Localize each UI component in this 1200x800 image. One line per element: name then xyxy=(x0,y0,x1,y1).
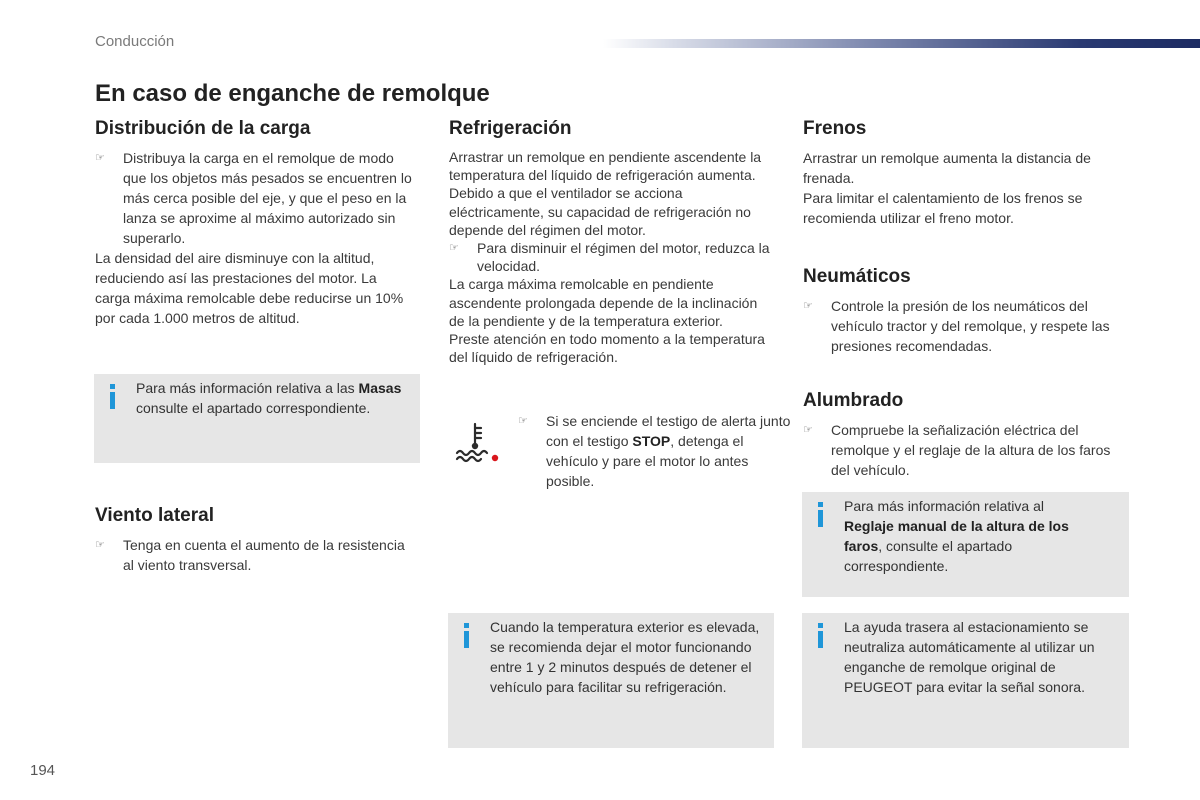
bullet-alumbrado xyxy=(803,420,1129,480)
heading-neumaticos: Neumáticos xyxy=(803,266,911,287)
column-carga xyxy=(95,118,415,328)
page-number: 194 xyxy=(30,762,56,779)
para-refrig-3: La carga máxima remolcable en pendiente ascendente prolongada depende de la inclinación de la pendiente y de la temperatura exterior. xyxy=(449,276,758,329)
info-masas-post: consulte el apartado correspondiente. xyxy=(136,400,371,416)
info-box-masas xyxy=(94,374,420,463)
para-carga-densidad: La densidad del aire disminuye con la altitud, reduciendo así las prestaciones del motor. La carga máxima remolcable debe reducirse un 10% por cada 1.000 metros de altitud. xyxy=(95,250,404,326)
info-box-ayuda-estacionamiento xyxy=(802,613,1129,748)
info-temp-text: Cuando la temperatura exterior es elevada, se recomienda dejar el motor funcionando entre 1 y 2 minutos después de detener el vehículo para facilitar su refrigeración. xyxy=(490,619,760,695)
para-frenos-1: Arrastrar un remolque aumenta la distancia de frenada. xyxy=(803,150,1091,186)
bullet-warning xyxy=(518,411,796,491)
bullet-carga-text: Distribuya la carga en el remolque de modo que los objetos más pesados se encuentren lo más cerca posible del eje, y que el peso en la lanza se aproxime al máximo autorizado sin superarlo. xyxy=(123,150,412,246)
pointer-icon: ☞ xyxy=(803,300,813,312)
column-frenos xyxy=(803,118,1129,228)
heading-frenos: Frenos xyxy=(803,118,867,139)
section-label: Conducción xyxy=(95,33,175,50)
heading-carga: Distribución de la carga xyxy=(95,118,311,139)
info-icon xyxy=(818,502,824,527)
info-masas-pre: Para más información relativa a las xyxy=(136,380,359,396)
column-alumbrado xyxy=(803,390,1129,480)
para-refrig-4: Preste atención en todo momento a la temperatura del líquido de refrigeración. xyxy=(449,331,765,366)
bullet-refrig-text: Para disminuir el régimen del motor, reduzca la velocidad. xyxy=(477,240,770,275)
warning-text-end: , detenga el vehículo y pare el motor lo antes posible. xyxy=(546,433,749,489)
pointer-icon: ☞ xyxy=(95,152,105,164)
bullet-viento xyxy=(95,535,415,575)
heading-refrigeracion: Refrigeración xyxy=(449,118,572,139)
coolant-temperature-warning-icon xyxy=(453,421,501,465)
bullet-viento-text: Tenga en cuenta el aumento de la resistencia al viento transversal. xyxy=(123,537,405,573)
info-ayuda-text: La ayuda trasera al estacionamiento se neutraliza automáticamente al utilizar un enganche de remolque original de PEUGEOT para evitar la señal sonora. xyxy=(844,619,1095,695)
heading-alumbrado: Alumbrado xyxy=(803,390,904,411)
warning-text: Si se enciende el testigo de alerta junto con el testigo xyxy=(546,413,791,449)
info-faros-pre: Para más información relativa al xyxy=(844,498,1044,514)
warning-stop-label: STOP xyxy=(632,433,671,449)
bullet-refrig xyxy=(449,239,774,275)
column-neumaticos xyxy=(803,266,1129,356)
para-frenos-2: Para limitar el calentamiento de los frenos se recomienda utilizar el freno motor. xyxy=(803,190,1083,226)
info-faros-text xyxy=(844,496,1089,576)
info-icon xyxy=(464,623,470,648)
info-box-temperatura xyxy=(448,613,774,748)
info-icon xyxy=(818,623,824,648)
info-masas-text xyxy=(136,378,406,418)
pointer-icon: ☞ xyxy=(95,539,105,551)
column-refrigeracion xyxy=(449,118,774,366)
bullet-neumaticos xyxy=(803,296,1129,356)
heading-viento: Viento lateral xyxy=(95,505,214,526)
info-box-faros xyxy=(802,492,1129,597)
pointer-icon: ☞ xyxy=(518,415,528,427)
info-faros-bold: Reglaje manual de la altura de los faros xyxy=(844,518,1069,554)
para-refrig-1: Arrastrar un remolque en pendiente ascendente la temperatura del líquido de refrigeración aumenta. xyxy=(449,149,762,184)
bullet-alumbrado-text: Compruebe la señalización eléctrica del remolque y el reglaje de la altura de los faros del vehículo. xyxy=(831,422,1111,478)
header-bar xyxy=(603,39,1200,48)
bullet-carga xyxy=(95,148,415,248)
info-icon xyxy=(110,384,116,409)
para-refrig-2: Debido a que el ventilador se acciona eléctricamente, su capacidad de refrigeración no depende del régimen del motor. xyxy=(449,185,751,238)
pointer-icon: ☞ xyxy=(449,242,459,255)
column-viento xyxy=(95,505,415,575)
info-masas-bold: Masas xyxy=(358,380,402,396)
info-faros-post: , consulte el apartado correspondiente. xyxy=(844,538,1013,574)
pointer-icon: ☞ xyxy=(803,424,813,436)
page-title: En caso de enganche de remolque xyxy=(95,80,490,107)
bullet-neumaticos-text: Controle la presión de los neumáticos del vehículo tractor y del remolque, y respete las presiones recomendadas. xyxy=(831,298,1110,354)
